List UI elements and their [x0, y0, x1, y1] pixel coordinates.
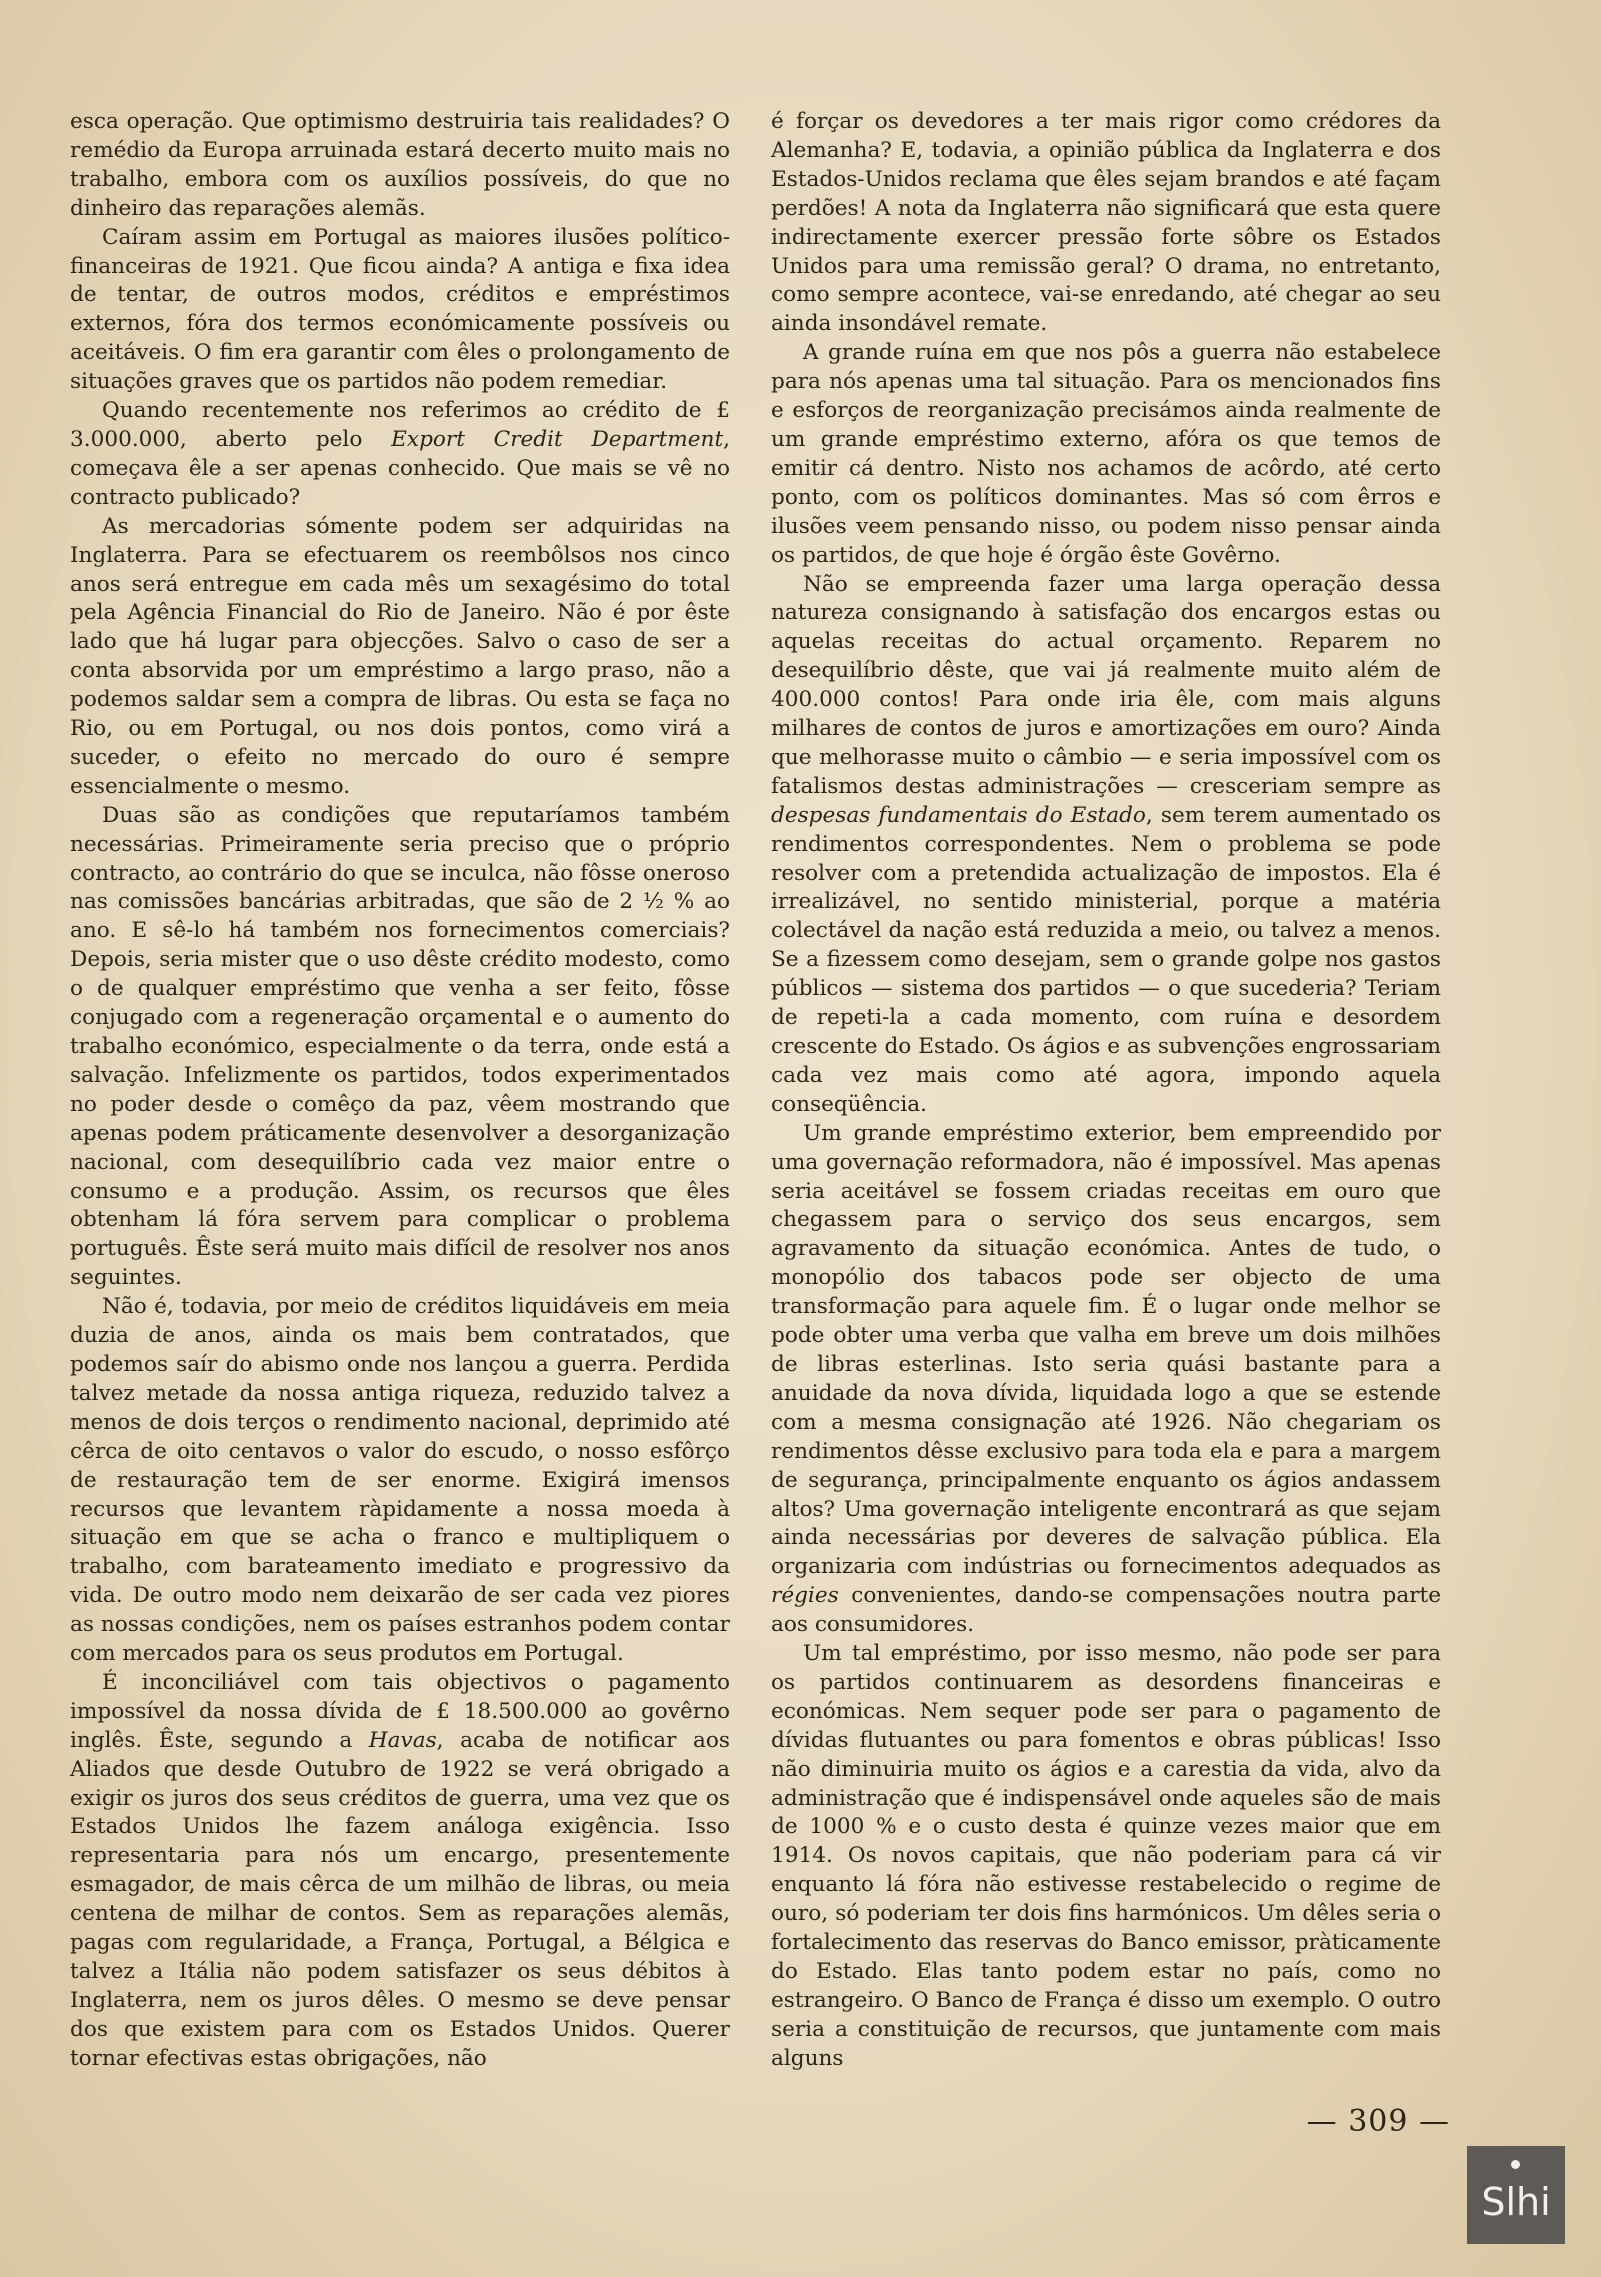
- paragraph: [70, 1669, 730, 2074]
- paragraph: [771, 1120, 1441, 1640]
- text-run: Quando recentemente nos referimos ao crédito de £ 3.000.000, aberto pelo: [70, 398, 730, 452]
- text-run: Não se empreenda fazer uma larga operação dessa natureza consignando à satisfação dos encargos estas ou aquelas receitas do actual orçamento. Reparem no desequilíbrio dêste, que vai já realmente muito além de 400.000 contos! Para onde iria êle, com mais alguns milhares de contos de juros e amortizações em ouro? Ainda que melhorasse muito o câmbio — e seria impossível com os fatalismos destas administrações — cresceriam sempre as: [771, 571, 1441, 799]
- italic-text: régies: [771, 1583, 839, 1609]
- paragraph: Um tal empréstimo, por isso mesmo, não pode ser para os partidos continuarem as desordens financeiras e económicas. Nem sequer pode ser para o pagamento de dívidas flutuantes ou para fomentos e obras públicas! Isso não diminuiria muito os ágios e a carestia da vida, alvo da administração que é indispensável onde aqueles são de mais de 1000 % e o custo desta é quinze vezes maior que em 1914. Os novos capitais, que não poderiam para cá vir enquanto lá fóra não estivesse restabelecido o regime de ouro, só poderiam ter dois fins harmónicos. Um dêles seria o fortalecimento das reservas do Banco emissor, pràticamente do Estado. Elas tanto podem estar no país, como no estrangeiro. O Banco de França é disso um exemplo. O outro seria a constituição de recursos, que juntamente com mais alguns: [771, 1641, 1441, 2071]
- text-run: convenientes, dando-se compensações noutra parte aos consumidores.: [771, 1583, 1441, 1638]
- paragraph: A grande ruína em que nos pôs a guerra não estabelece para nós apenas uma tal situação. Para os mencionados fins e esforços de reorganização precisámos ainda realmente de um grande empréstimo externo, afóra os que temos de emitir cá dentro. Nisto nos achamos de acôrdo, até certo ponto, com os políticos dominantes. Mas só com êrros e ilusões veem pensando nisso, ou podem nisso pensar ainda os partidos, de que hoje é órgão êste Govêrno.: [771, 340, 1441, 568]
- logo-text: Slhi: [1481, 2180, 1551, 2224]
- text-run: , começava êle a ser apenas conhecido. Que mais se vê no contracto publicado?: [70, 426, 731, 510]
- paragraph: Caíram assim em Portugal as maiores ilusões político-financeiras de 1921. Que ficou ainda? A antiga e fixa idea de tentar, de outros modos, créditos e empréstimos externos, fóra dos termos económicamente possíveis ou aceitáveis. O fim era garantir com êles o prolongamento de situações graves que os partidos não podem remediar.: [70, 224, 730, 395]
- paragraph: [771, 571, 1441, 1120]
- italic-text: Export Credit Department: [391, 426, 724, 452]
- paragraph: Não é, todavia, por meio de créditos liquidáveis em meia duzia de anos, ainda os mais bem contratados, que podemos saír do abismo onde nos lançou a guerra. Perdida talvez metade da nossa antiga riqueza, reduzido talvez a menos de dois terços o rendimento nacional, deprimido até cêrca de oito centavos o valor do escudo, o nosso esfôrço de restauração tem de ser enorme. Exigirá imensos recursos que levantem ràpidamente a nossa moeda à situação em que se acha o franco e multipliquem o trabalho, com barateamento imediato e progressivo da vida. De outro modo nem deixarão de ser cada vez piores as nossas condições, nem os países estranhos podem contar com mercados para os seus produtos em Portugal.: [70, 1294, 730, 1667]
- paragraph: é forçar os devedores a ter mais rigor como crédores da Alemanha? E, todavia, a opinião pública da Inglaterra e dos Estados-Unidos reclama que êles sejam brandos e até façam perdões! A nota da Inglaterra não significará que esta quere indirectamente exercer pressão forte sôbre os Estados Unidos para uma remissão geral? O drama, no entretanto, como sempre acontece, vai-se enredando, até chegar ao seu ainda insondável remate.: [771, 109, 1441, 337]
- page-number: — 309 —: [1306, 2104, 1450, 2139]
- left-column: [70, 108, 730, 2074]
- paragraph: As mercadorias sómente podem ser adquiridas na Inglaterra. Para se efectuarem os reembôlsos nos cinco anos será entregue em cada mês um sexagésimo do total pela Agência Financial do Rio de Janeiro. Não é por êste lado que há lugar para objecções. Salvo o caso de ser a conta absorvida por um empréstimo a largo praso, não a podemos saldar sem a compra de libras. Ou esta se faça no Rio, ou em Portugal, ou nos dois pontos, como virá a suceder, o efeito no mercado do ouro é sempre essencialmente o mesmo.: [70, 513, 730, 799]
- italic-text: despesas fundamentais do Estado: [771, 802, 1146, 828]
- text-run: , sem terem aumentado os rendimentos correspondentes. Nem o problema se pode resolver com a pretendida actualização de impostos. Ela é irrealizável, no sentido ministerial, porque a matéria colectável da nação está reduzida a meio, ou talvez a menos. Se a fizessem como desejam, sem o grande golpe nos gastos públicos — sistema dos partidos — o que sucederia? Teriam de repeti-la a cada momento, com ruína e desordem crescente do Estado. Os ágios e as subvenções engrossariam cada vez mais como até agora, impondo aquela conseqüência.: [771, 802, 1442, 1117]
- italic-text: Havas: [368, 1727, 437, 1753]
- paragraph: Duas são as condições que reputaríamos também necessárias. Primeiramente seria preciso que o próprio contracto, ao contrário do que se inculca, não fôsse oneroso nas comissões bancárias arbitradas, que são de 2 ½ % ao ano. E sê-lo há também nos fornecimentos comerciais? Depois, seria mister que o uso dêste crédito modesto, como o de qualquer empréstimo que venha a ser feito, fôsse conjugado com a regeneração orçamental e o aumento do trabalho económico, especialmente o da terra, onde está a salvação. Infelizmente os partidos, todos experimentados no poder desde o comêço da paz, vêem mostrando que apenas podem práticamente desenvolver a desorganização nacional, com desequilíbrio cada vez maior entre o consumo e a produção. Assim, os recursos que êles obtenham lá fóra servem para complicar o problema português. Êste será muito mais difícil de resolver nos anos seguintes.: [70, 802, 730, 1291]
- text-run: É inconciliável com tais objectivos o pagamento impossível da nossa dívida de £ 18.500.000 ao govêrno inglês. Êste, segundo a: [70, 1669, 730, 1753]
- text-run: , acaba de notificar aos Aliados que desde Outubro de 1922 se verá obrigado a exigir os juros dos seus créditos de guerra, uma vez que os Estados Unidos lhe fazem análoga exigência. Isso representaria para nós um encargo, presentemente esmagador, de mais cêrca de um milhão de libras, ou meia centena de milhar de contos. Sem as reparações alemãs, pagas com regularidade, a França, Portugal, a Bélgica e talvez a Itália não podem satisfazer os seus débitos à Inglaterra, nem os juros dêles. O mesmo se deve pensar dos que existem para com os Estados Unidos. Querer tornar efectivas estas obrigações, não: [70, 1727, 730, 2071]
- library-logo: [1467, 2146, 1565, 2244]
- paragraph: [70, 397, 730, 513]
- logo-dot-icon: [1511, 2160, 1520, 2169]
- paragraph: esca operação. Que optimismo destruiria tais realidades? O remédio da Europa arruinada estará decerto muito mais no trabalho, embora com os auxílios possíveis, do que no dinheiro das reparações alemãs.: [70, 109, 730, 221]
- right-column: [771, 108, 1441, 2074]
- text-run: Um grande empréstimo exterior, bem empreendido por uma governação reformadora, não é impossível. Mas apenas seria aceitável se fossem criadas receitas em ouro que chegassem para o serviço dos seus encargos, sem agravamento da situação económica. Antes de tudo, o monopólio dos tabacos pode ser objecto de uma transformação para aquele fim. É o lugar onde melhor se pode obter uma verba que valha em breve um dois milhões de libras esterlinas. Isto seria quási bastante para a anuidade da nova dívida, liquidada logo a que se estende com a mesma consignação até 1926. Não chegariam os rendimentos dêsse exclusivo para toda ela e para a margem de segurança, principalmente enquanto os ágios andassem altos? Uma governação inteligente encontrará as que sejam ainda necessárias por deveres de salvação pública. Ela organizaria com indústrias ou fornecimentos adequados as: [771, 1120, 1441, 1580]
